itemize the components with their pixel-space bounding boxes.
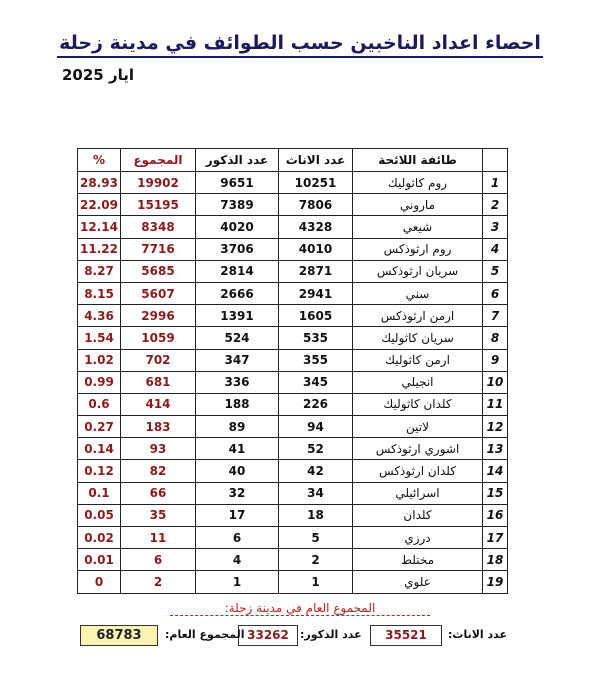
females-cell: 94 bbox=[279, 416, 353, 438]
total-cell: 1059 bbox=[121, 327, 196, 349]
sect-cell: سني bbox=[353, 282, 483, 304]
index-cell: 18 bbox=[483, 549, 508, 571]
header-index bbox=[483, 149, 508, 172]
males-cell: 41 bbox=[196, 438, 279, 460]
males-cell: 32 bbox=[196, 482, 279, 504]
sect-cell: كلدان ارثوذكس bbox=[353, 460, 483, 482]
males-cell: 3706 bbox=[196, 238, 279, 260]
index-cell: 16 bbox=[483, 504, 508, 526]
pct-cell: 0.27 bbox=[78, 416, 121, 438]
sect-cell: كلدان كاثوليك bbox=[353, 393, 483, 415]
table-row bbox=[78, 327, 508, 349]
index-cell: 10 bbox=[483, 371, 508, 393]
pct-cell: 4.36 bbox=[78, 305, 121, 327]
index-cell: 13 bbox=[483, 438, 508, 460]
table-row bbox=[78, 349, 508, 371]
page-title bbox=[0, 32, 600, 54]
table-row bbox=[78, 371, 508, 393]
table-row bbox=[78, 438, 508, 460]
females-total-label: عدد الاناث: bbox=[448, 628, 508, 641]
header-pct: % bbox=[78, 149, 121, 172]
males-cell: 188 bbox=[196, 393, 279, 415]
females-total-value: 35521 bbox=[370, 625, 442, 646]
pct-cell: 12.14 bbox=[78, 216, 121, 238]
sect-cell: درزي bbox=[353, 527, 483, 549]
pct-cell: 11.22 bbox=[78, 238, 121, 260]
females-cell: 34 bbox=[279, 482, 353, 504]
table-row bbox=[78, 305, 508, 327]
pct-cell: 8.27 bbox=[78, 260, 121, 282]
index-cell: 14 bbox=[483, 460, 508, 482]
total-cell: 35 bbox=[121, 504, 196, 526]
females-cell: 2871 bbox=[279, 260, 353, 282]
females-cell: 2 bbox=[279, 549, 353, 571]
pct-cell: 0.99 bbox=[78, 371, 121, 393]
table-row bbox=[78, 216, 508, 238]
pct-cell: 8.15 bbox=[78, 282, 121, 304]
pct-cell: 1.02 bbox=[78, 349, 121, 371]
index-cell: 1 bbox=[483, 172, 508, 194]
pct-cell: 28.93 bbox=[78, 172, 121, 194]
table-body bbox=[78, 172, 508, 594]
total-cell: 19902 bbox=[121, 172, 196, 194]
table-row bbox=[78, 549, 508, 571]
sect-cell: سريان كاثوليك bbox=[353, 327, 483, 349]
females-cell: 4010 bbox=[279, 238, 353, 260]
pct-cell: 0.02 bbox=[78, 527, 121, 549]
females-cell: 5 bbox=[279, 527, 353, 549]
males-cell: 2666 bbox=[196, 282, 279, 304]
total-cell: 183 bbox=[121, 416, 196, 438]
total-cell: 66 bbox=[121, 482, 196, 504]
pct-cell: 0.1 bbox=[78, 482, 121, 504]
total-cell: 414 bbox=[121, 393, 196, 415]
sect-cell: كلدان bbox=[353, 504, 483, 526]
header-total: المجموع bbox=[121, 149, 196, 172]
table-row bbox=[78, 260, 508, 282]
header-males: عدد الذكور bbox=[196, 149, 279, 172]
females-cell: 7806 bbox=[279, 194, 353, 216]
total-cell: 5607 bbox=[121, 282, 196, 304]
table-header-row bbox=[78, 149, 508, 172]
females-cell: 1605 bbox=[279, 305, 353, 327]
table-row bbox=[78, 460, 508, 482]
sect-cell: ارمن كاثوليك bbox=[353, 349, 483, 371]
table-row bbox=[78, 482, 508, 504]
females-cell: 10251 bbox=[279, 172, 353, 194]
table-row bbox=[78, 393, 508, 415]
sect-cell: سريان ارثوذكس bbox=[353, 260, 483, 282]
sect-cell: ارمن ارثوذكس bbox=[353, 305, 483, 327]
males-cell: 6 bbox=[196, 527, 279, 549]
males-cell: 4020 bbox=[196, 216, 279, 238]
sect-cell: روم كاثوليك bbox=[353, 172, 483, 194]
males-cell: 1 bbox=[196, 571, 279, 593]
pct-cell: 0.6 bbox=[78, 393, 121, 415]
index-cell: 3 bbox=[483, 216, 508, 238]
grand-total-value: 68783 bbox=[80, 625, 158, 646]
index-cell: 5 bbox=[483, 260, 508, 282]
females-cell: 535 bbox=[279, 327, 353, 349]
total-cell: 6 bbox=[121, 549, 196, 571]
males-cell: 7389 bbox=[196, 194, 279, 216]
total-cell: 2996 bbox=[121, 305, 196, 327]
table-row bbox=[78, 571, 508, 593]
index-cell: 4 bbox=[483, 238, 508, 260]
index-cell: 2 bbox=[483, 194, 508, 216]
table-row bbox=[78, 238, 508, 260]
males-cell: 40 bbox=[196, 460, 279, 482]
males-cell: 4 bbox=[196, 549, 279, 571]
table-row bbox=[78, 527, 508, 549]
total-cell: 11 bbox=[121, 527, 196, 549]
header-sect: طائفة اللائحة bbox=[353, 149, 483, 172]
pct-cell: 22.09 bbox=[78, 194, 121, 216]
index-cell: 8 bbox=[483, 327, 508, 349]
sect-cell: انجيلي bbox=[353, 371, 483, 393]
index-cell: 11 bbox=[483, 393, 508, 415]
pct-cell: 0 bbox=[78, 571, 121, 593]
sect-cell: ماروني bbox=[353, 194, 483, 216]
males-cell: 2814 bbox=[196, 260, 279, 282]
females-cell: 345 bbox=[279, 371, 353, 393]
pct-cell: 0.05 bbox=[78, 504, 121, 526]
date-label: ايار 2025 bbox=[62, 66, 135, 84]
index-cell: 7 bbox=[483, 305, 508, 327]
males-cell: 89 bbox=[196, 416, 279, 438]
sect-cell: اشوري ارثوذكس bbox=[353, 438, 483, 460]
sect-cell: مختلط bbox=[353, 549, 483, 571]
females-cell: 1 bbox=[279, 571, 353, 593]
index-cell: 17 bbox=[483, 527, 508, 549]
totals-heading: المجموع العام في مدينة زحلة: bbox=[170, 601, 430, 616]
total-cell: 8348 bbox=[121, 216, 196, 238]
total-cell: 7716 bbox=[121, 238, 196, 260]
males-cell: 17 bbox=[196, 504, 279, 526]
pct-cell: 0.14 bbox=[78, 438, 121, 460]
sect-cell: علوي bbox=[353, 571, 483, 593]
males-cell: 524 bbox=[196, 327, 279, 349]
females-cell: 18 bbox=[279, 504, 353, 526]
grand-total-label: المجموع العام: bbox=[165, 628, 245, 641]
total-cell: 681 bbox=[121, 371, 196, 393]
index-cell: 12 bbox=[483, 416, 508, 438]
females-cell: 355 bbox=[279, 349, 353, 371]
pct-cell: 0.01 bbox=[78, 549, 121, 571]
index-cell: 6 bbox=[483, 282, 508, 304]
pct-cell: 1.54 bbox=[78, 327, 121, 349]
table-row bbox=[78, 172, 508, 194]
sect-cell: لاتين bbox=[353, 416, 483, 438]
males-cell: 9651 bbox=[196, 172, 279, 194]
header-females: عدد الاناث bbox=[279, 149, 353, 172]
table-row bbox=[78, 194, 508, 216]
males-cell: 347 bbox=[196, 349, 279, 371]
females-cell: 42 bbox=[279, 460, 353, 482]
males-total-value: 33262 bbox=[238, 625, 298, 646]
total-cell: 82 bbox=[121, 460, 196, 482]
females-cell: 4328 bbox=[279, 216, 353, 238]
total-cell: 93 bbox=[121, 438, 196, 460]
table-row bbox=[78, 282, 508, 304]
voters-table bbox=[77, 148, 508, 594]
table-row bbox=[78, 504, 508, 526]
pct-cell: 0.12 bbox=[78, 460, 121, 482]
total-cell: 15195 bbox=[121, 194, 196, 216]
sect-cell: روم ارثوذكس bbox=[353, 238, 483, 260]
total-cell: 5685 bbox=[121, 260, 196, 282]
total-cell: 702 bbox=[121, 349, 196, 371]
index-cell: 15 bbox=[483, 482, 508, 504]
females-cell: 2941 bbox=[279, 282, 353, 304]
males-total-label: عدد الذكور: bbox=[300, 628, 362, 641]
table-row bbox=[78, 416, 508, 438]
females-cell: 52 bbox=[279, 438, 353, 460]
males-cell: 1391 bbox=[196, 305, 279, 327]
index-cell: 9 bbox=[483, 349, 508, 371]
sect-cell: اسرائيلي bbox=[353, 482, 483, 504]
page-title-text: احصاء اعداد الناخبين حسب الطوائف في مدينة زحلة bbox=[57, 32, 543, 58]
females-cell: 226 bbox=[279, 393, 353, 415]
males-cell: 336 bbox=[196, 371, 279, 393]
index-cell: 19 bbox=[483, 571, 508, 593]
total-cell: 2 bbox=[121, 571, 196, 593]
sect-cell: شيعي bbox=[353, 216, 483, 238]
